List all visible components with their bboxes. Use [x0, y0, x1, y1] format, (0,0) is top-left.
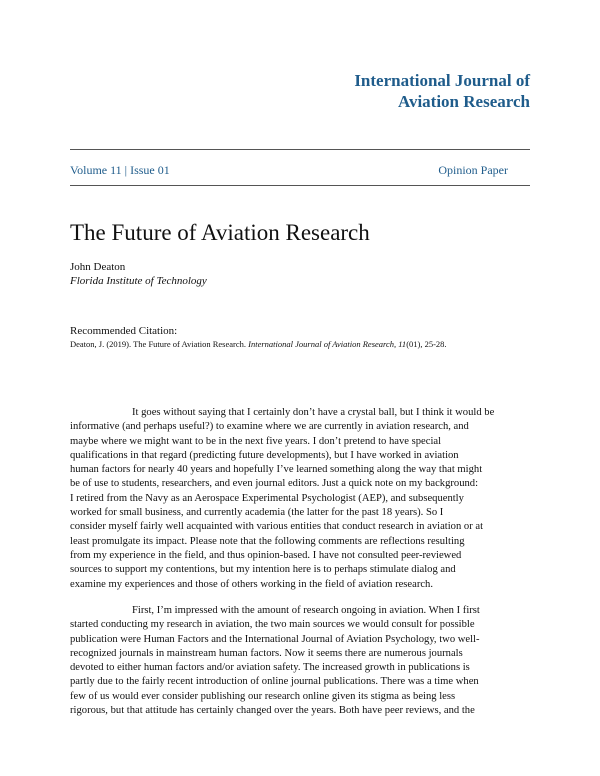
paragraph-line: maybe where we might want to be in the next five years. I don’t pretend to have special: [70, 435, 442, 447]
citation-label: Recommended Citation:: [70, 325, 178, 337]
journal-name-line2: Aviation Research: [397, 92, 530, 111]
paragraph-2: [70, 604, 530, 718]
paragraph-line: from my experience in the field, and thus opinion-based. I have not consulted peer-reviewed: [70, 549, 462, 561]
paragraph-line: partly due to the fairly recent introduction of online journal publications. There was a time when: [70, 676, 479, 688]
volume-issue: Volume 11 | Issue 01: [70, 163, 170, 177]
paragraph-line: started conducting my research in aviation, the two main sources we would consult for possible: [70, 619, 475, 631]
paragraph-line: human factors for nearly 40 years and hopefully I’ve learned something along the way that might: [70, 464, 483, 476]
paragraph-line: publication were Human Factors and the International Journal of Aviation Psychology, two well-: [70, 633, 480, 645]
author-affiliation: Florida Institute of Technology: [70, 275, 207, 287]
paragraph-line: sources to support my contentions, but my intention here is to perhaps stimulate dialog and: [70, 564, 456, 576]
paragraph-line: informative (and perhaps useful?) to examine where we are currently in aviation research, and: [70, 421, 469, 433]
paragraph-line: be of use to students, researchers, and even journal editors. Just a quick note on my background:: [70, 478, 479, 490]
header-divider-bottom: [70, 185, 530, 186]
author-name: John Deaton: [70, 261, 126, 273]
paragraph-1: [70, 406, 530, 592]
paragraph-line: recognized journals in mainstream human factors. Now it seems there are numerous journals: [70, 647, 463, 659]
journal-name-line1: International Journal of: [354, 71, 530, 90]
paragraph-line: I retired from the Navy as an Aerospace Experimental Psychologist (AEP), and subsequently: [70, 492, 464, 504]
citation-text: [70, 339, 447, 349]
paragraph-line: It goes without saying that I certainly don’t have a crystal ball, but I think it would be: [132, 407, 495, 418]
paper-type: Opinion Paper: [438, 163, 508, 177]
paragraph-line: consider myself fairly well acquainted with various entities that conduct research in aviation or at: [70, 521, 484, 533]
paragraph-line: worked for small business, and currently academia (the latter for the past 18 years). So I: [70, 507, 444, 519]
citation-rest: (01), 25-28.: [406, 339, 447, 349]
paragraph-line: few of us would ever consider publishing our research online given its stigma as being less: [70, 690, 456, 702]
paragraph-line: rigorous, but that attitude has certainly changed over the years. Both have peer reviews, and the: [70, 705, 475, 717]
article-title: The Future of Aviation Research: [70, 220, 370, 245]
citation-plain: Deaton, J. (2019). The Future of Aviation Research.: [70, 339, 249, 349]
header-divider-top: [70, 149, 530, 150]
paragraph-line: examine my experiences and those of others working in the field of aviation research.: [70, 578, 434, 590]
journal-name: [354, 70, 530, 112]
paragraph-line: devoted to either human factors and/or aviation safety. The increased growth in publications is: [70, 662, 470, 674]
author-block: [70, 260, 207, 288]
citation-journal: International Journal of Aviation Research, 11: [248, 339, 407, 349]
paragraph-line: least promulgate its impact. Please note that the following comments are reflections resulting: [70, 535, 465, 547]
issue-meta: [70, 163, 508, 178]
paragraph-line: First, I’m impressed with the amount of research ongoing in aviation. When I first: [132, 605, 480, 616]
paragraph-line: qualifications in that regard (predicting future developments), but I have worked in aviation: [70, 449, 459, 461]
